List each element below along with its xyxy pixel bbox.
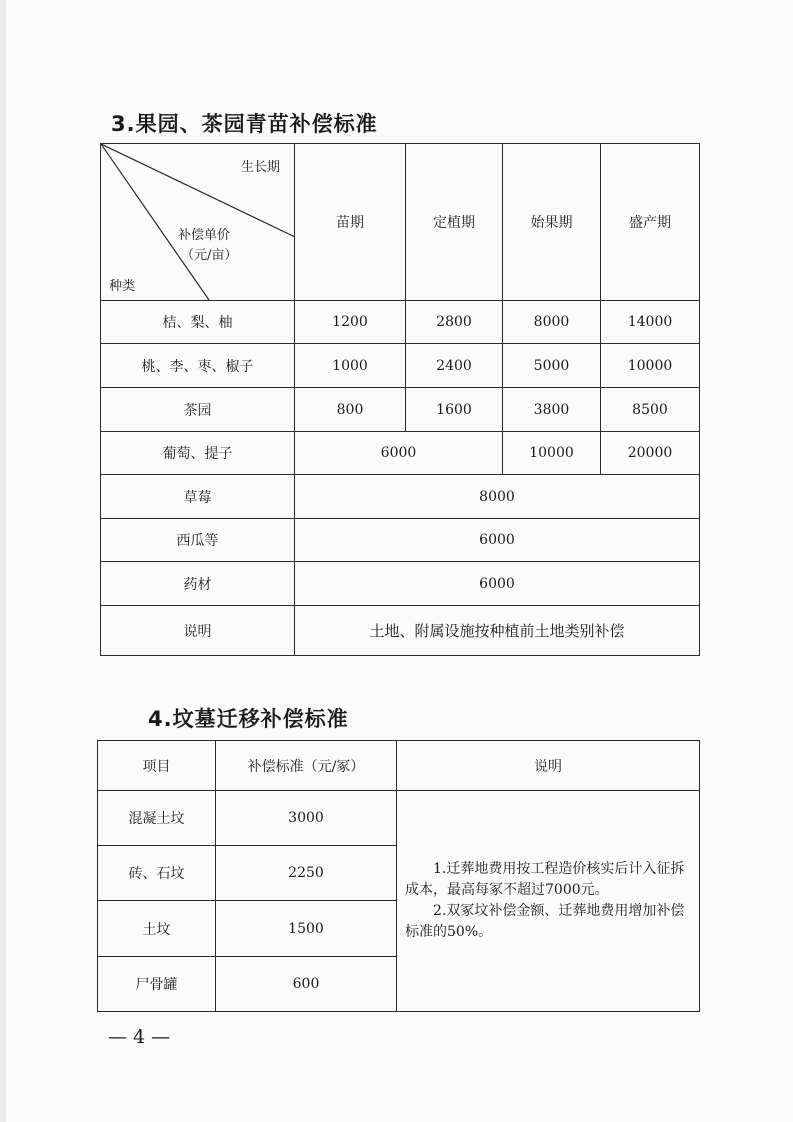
section3-title: 3.果园、茶园青苗补偿标准 (111, 112, 378, 136)
compensation-value: 3000 (216, 791, 397, 846)
table-row (101, 432, 700, 475)
price-cell: 8500 (601, 388, 700, 432)
stage-header: 苗期 (295, 144, 406, 301)
price-cell: 5000 (503, 344, 601, 388)
crop-name: 药材 (101, 562, 295, 606)
grave-type: 土坟 (98, 901, 216, 957)
price-cell: 1200 (295, 301, 406, 344)
diagonal-header-cell (101, 144, 295, 301)
table-row (101, 606, 700, 656)
price-cell-merged: 8000 (295, 475, 700, 519)
price-cell: 2800 (406, 301, 503, 344)
price-cell: 2400 (406, 344, 503, 388)
stage-header: 定植期 (406, 144, 503, 301)
note-2: 2.双冢坟补偿金额、迁葬地费用增加补偿标准的50%。 (405, 903, 685, 940)
table-header-row (98, 741, 700, 791)
grave-relocation-table (97, 740, 700, 1012)
orchard-compensation-table (100, 143, 700, 656)
note-label: 说明 (101, 606, 295, 656)
table-header-row (101, 144, 700, 301)
growth-stage-label: 生长期 (241, 160, 281, 175)
crop-name: 草莓 (101, 475, 295, 519)
note-text: 土地、附属设施按种植前土地类别补偿 (295, 606, 700, 656)
price-cell-merged: 6000 (295, 432, 503, 475)
table-row (101, 388, 700, 432)
page-number: — 4 — (108, 1026, 171, 1048)
standard-header: 补偿标准（元/冢） (216, 741, 397, 791)
price-cell: 1000 (295, 344, 406, 388)
price-cell: 14000 (601, 301, 700, 344)
grave-type: 混凝土坟 (98, 791, 216, 846)
price-cell: 20000 (601, 432, 700, 475)
table-row (101, 475, 700, 519)
price-cell-merged: 6000 (295, 562, 700, 606)
crop-name: 茶园 (101, 388, 295, 432)
page-edge (0, 0, 6, 1122)
grave-type: 砖、石坟 (98, 846, 216, 901)
crop-name: 葡萄、提子 (101, 432, 295, 475)
grave-type: 尸骨罐 (98, 957, 216, 1012)
table-row (101, 344, 700, 388)
stage-header: 盛产期 (601, 144, 700, 301)
unit-price-label: 补偿单价 (178, 228, 231, 243)
stage-header: 始果期 (503, 144, 601, 301)
table-row (101, 301, 700, 344)
table-row (98, 791, 700, 846)
price-cell-merged: 6000 (295, 519, 700, 562)
section4-title: 4.坟墓迁移补偿标准 (148, 707, 349, 731)
table-row (101, 562, 700, 606)
item-header: 项目 (98, 741, 216, 791)
price-cell: 8000 (503, 301, 601, 344)
compensation-value: 1500 (216, 901, 397, 957)
compensation-value: 600 (216, 957, 397, 1012)
price-cell: 3800 (503, 388, 601, 432)
crop-name: 桃、李、枣、椒子 (101, 344, 295, 388)
price-cell: 800 (295, 388, 406, 432)
crop-name: 桔、梨、柚 (101, 301, 295, 344)
note-1: 1.迁葬地费用按工程造价核实后计入征拆成本，最高每冢不超过7000元。 (405, 861, 685, 898)
crop-name: 西瓜等 (101, 519, 295, 562)
compensation-value: 2250 (216, 846, 397, 901)
price-cell: 10000 (601, 344, 700, 388)
table-row (101, 519, 700, 562)
price-cell: 1600 (406, 388, 503, 432)
unit-label: （元/亩） (181, 248, 238, 263)
category-label: 种类 (109, 279, 136, 294)
relocation-notes (397, 791, 700, 1012)
price-cell: 10000 (503, 432, 601, 475)
note-header: 说明 (397, 741, 700, 791)
